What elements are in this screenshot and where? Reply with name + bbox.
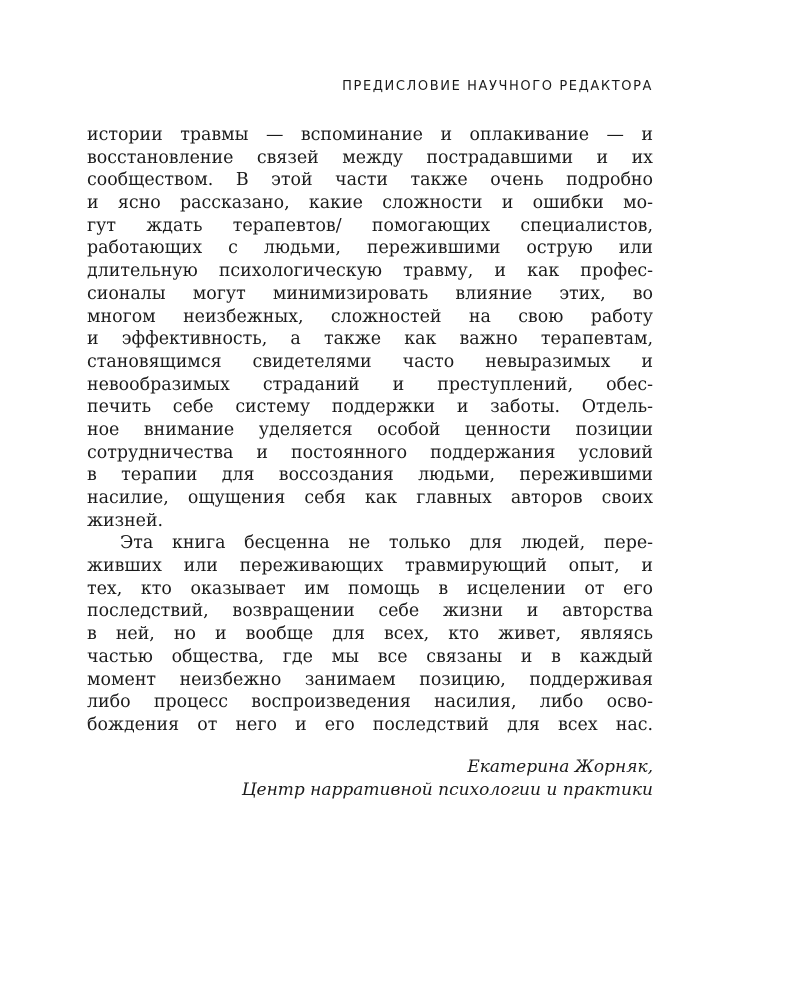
text-line: восстановление связей между пострадавшими и их [87, 147, 653, 168]
text-line: истории травмы — вспоминание и оплакивание — и [87, 125, 653, 145]
text-line: становящимся свидетелями часто невыразимых и [87, 351, 653, 372]
text-line: в терапии для воссоздания людьми, пережившими [87, 465, 653, 486]
text-line: частью общества, где мы все связаны и в каждый [87, 646, 653, 667]
text-line: многом неизбежных, сложностей на свою работу [87, 306, 653, 327]
text-line: и эффективность, а также как важно терапевтам, [87, 329, 653, 350]
signature-author: Екатерина Жорняк, [467, 757, 653, 777]
text-line: живших или переживающих травмирующий опыт, и [87, 556, 653, 577]
text-line: сотрудничества и постоянного поддержания условий [87, 442, 653, 463]
text-line: бождения от него и его последствий для всех нас. [87, 714, 653, 735]
text-line: жизней. [87, 510, 164, 531]
text-line: работающих с людьми, пережившими острую или [87, 238, 653, 259]
signature-affiliation: Центр нарративной психологии и практики [241, 779, 653, 800]
text-line: сионалы могут минимизировать влияние этих, во [87, 283, 653, 304]
text-line: печить себе систему поддержки и заботы. Отдель- [87, 397, 653, 418]
text-line: момент неизбежно занимаем позицию, поддерживая [87, 669, 653, 690]
paragraph-2 [87, 532, 653, 736]
text-line: длительную психологическую травму, и как профес- [87, 261, 653, 282]
text-line: последствий, возвращении себе жизни и авторства [87, 601, 653, 622]
text-line: сообществом. В этой части также очень подробно [87, 170, 653, 191]
text-line: в ней, но и вообще для всех, кто живет, являясь [87, 624, 653, 645]
text-line: гут ждать терапевтов/ помогающих специалистов, [87, 215, 653, 236]
body-text [87, 124, 653, 737]
text-line: и ясно рассказано, какие сложности и ошибки мо- [87, 193, 653, 214]
text-line: ное внимание уделяется особой ценности позиции [87, 419, 653, 440]
running-head: ПРЕДИСЛОВИЕ НАУЧНОГО РЕДАКТОРА [342, 79, 653, 94]
text-line: невообразимых страданий и преступлений, обес- [87, 374, 653, 395]
text-line: тех, кто оказывает им помощь в исцелении от его [87, 578, 653, 599]
text-line: либо процесс воспроизведения насилия, либо осво- [87, 692, 653, 713]
text-line: насилие, ощущения себя как главных авторов своих [87, 488, 653, 508]
signature [87, 756, 653, 801]
text-line: Эта книга бесценна не только для людей, пере- [120, 533, 653, 554]
paragraph-1 [87, 124, 653, 532]
